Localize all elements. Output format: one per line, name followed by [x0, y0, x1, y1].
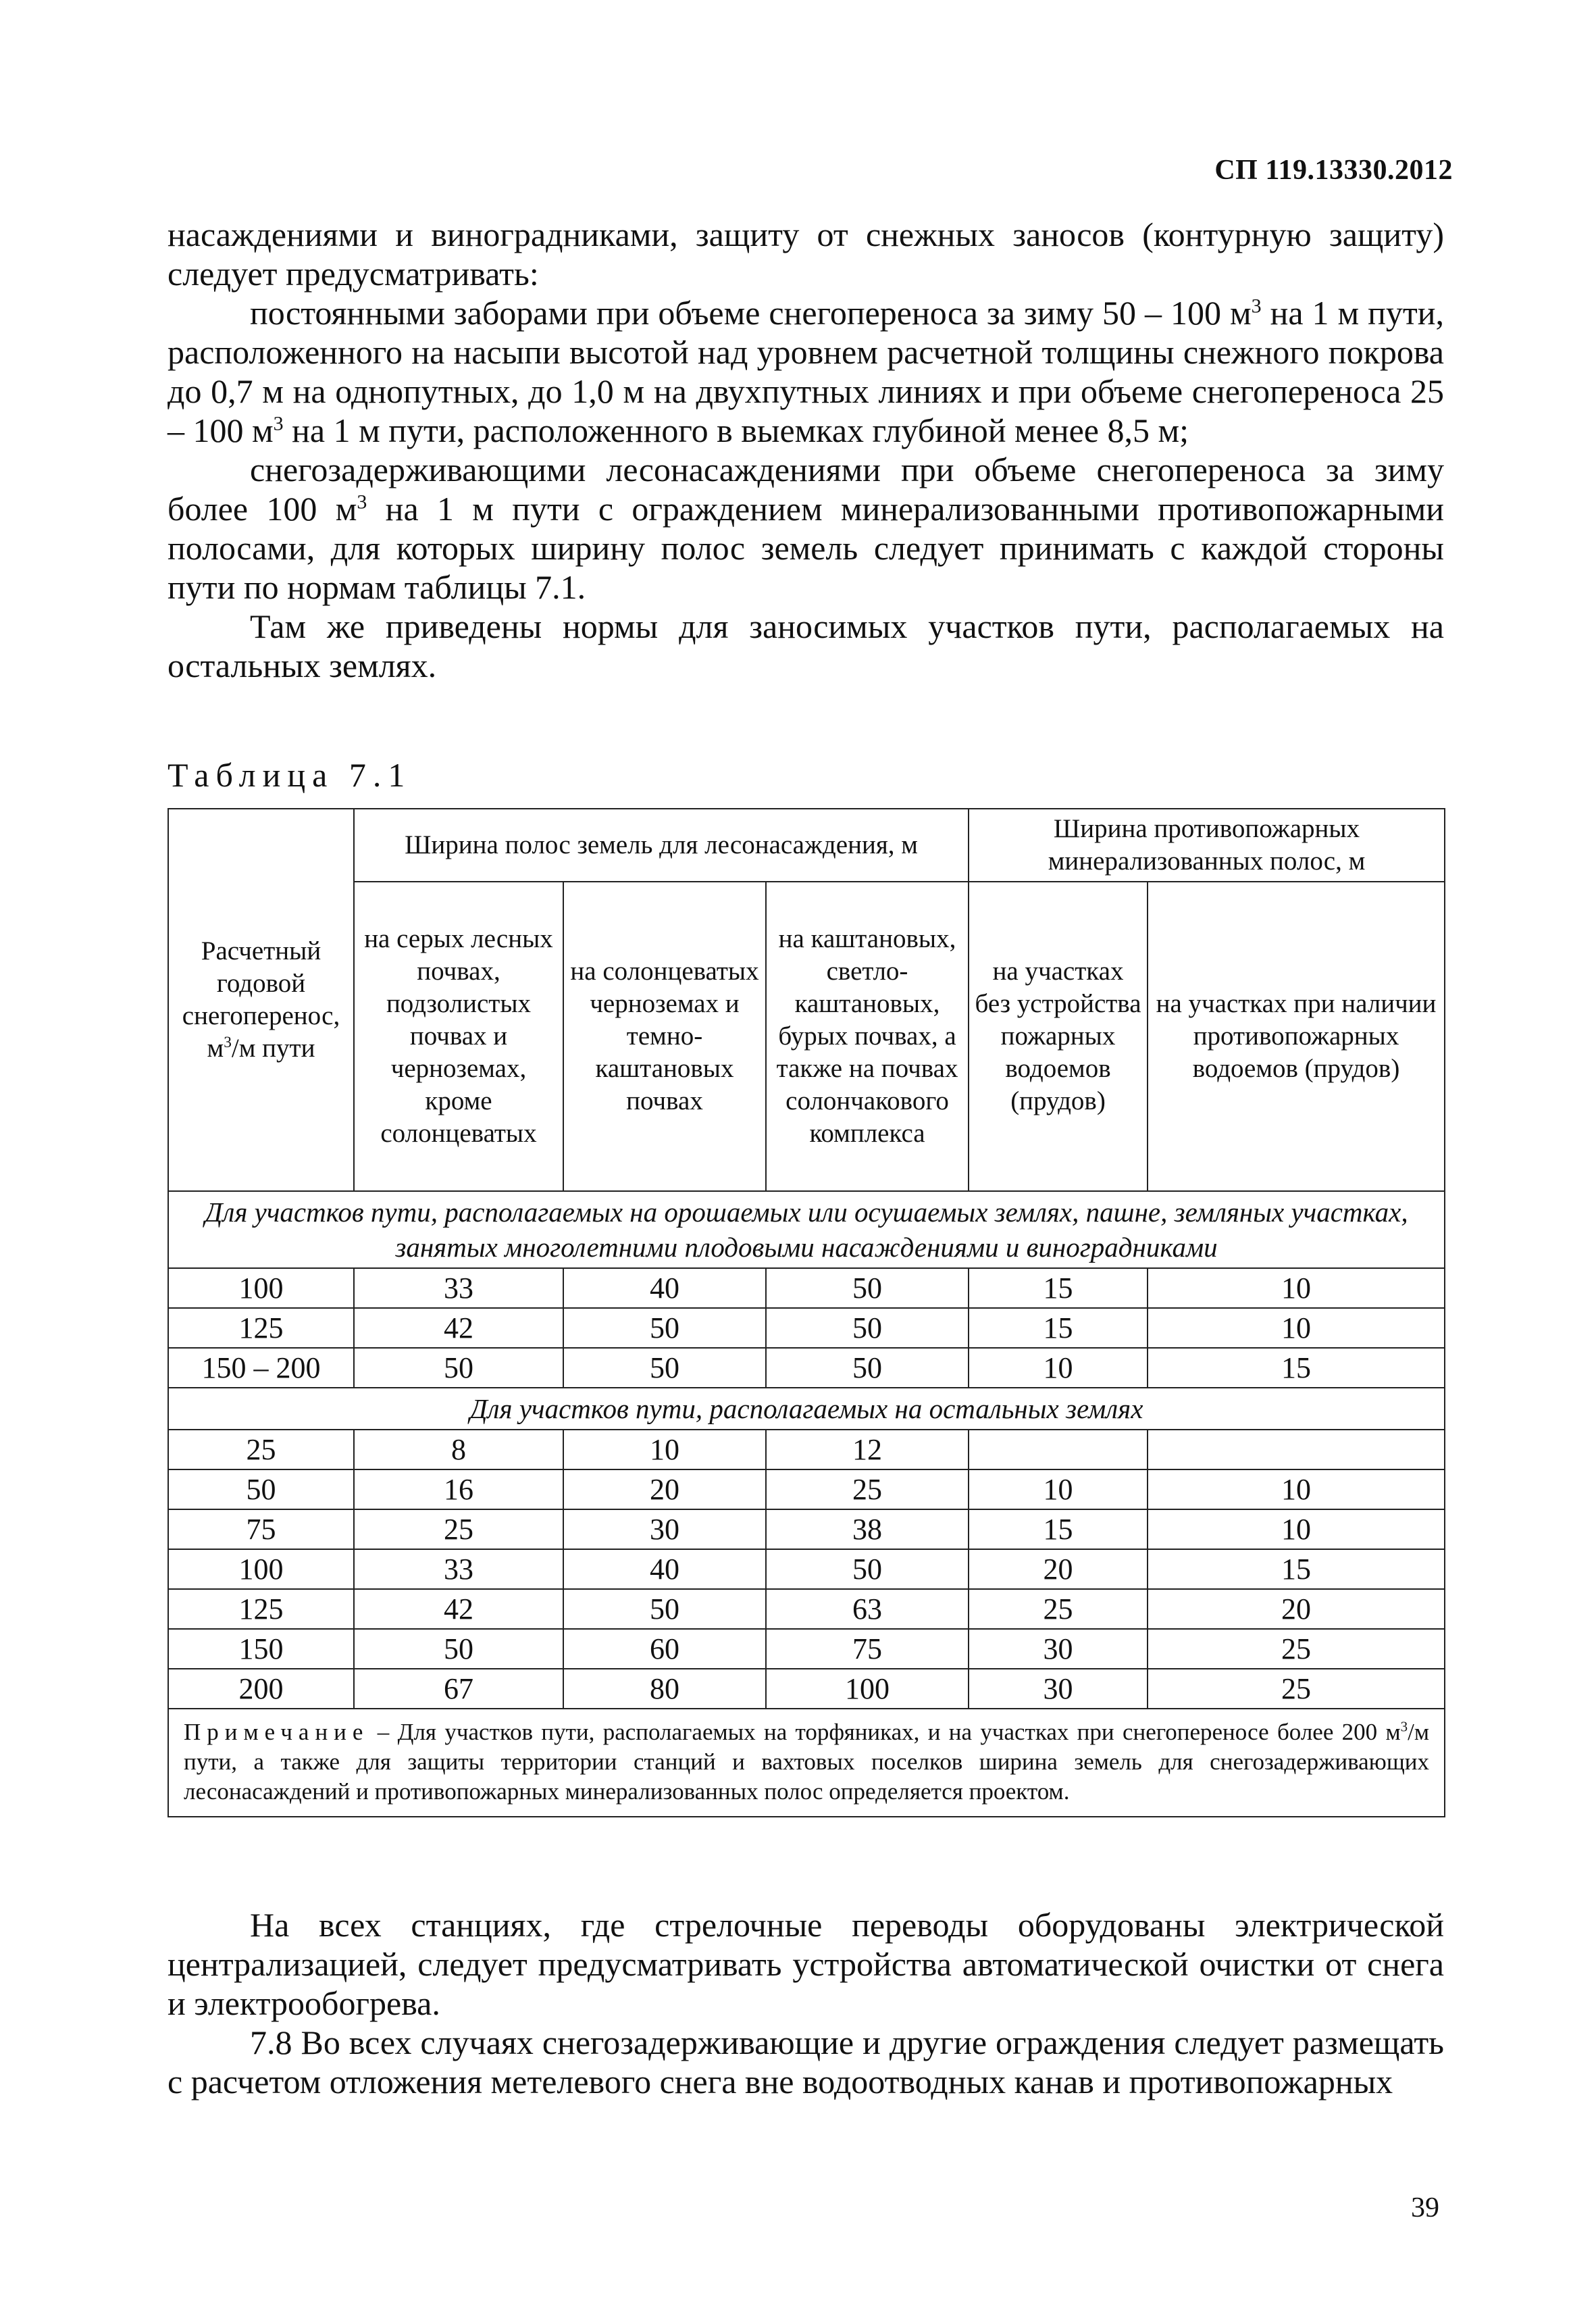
text-fragment: на 1 м пути, расположенного в выемках глубиной менее 8,5 м;	[283, 411, 1189, 449]
cell: 150 – 200	[168, 1348, 354, 1388]
after-paragraph-1: На всех станциях, где стрелочные переводы оборудованы электрической централизацией, следует предусматривать устройства автоматической очистки от снега и электрообогрева.	[168, 1906, 1444, 2022]
cell: 16	[354, 1469, 563, 1509]
superscript: 3	[273, 412, 284, 435]
note-label: Примечание	[184, 1719, 369, 1745]
note-text: /м пути, а также для защиты территории станций и вахтовых поселков ширина земель для снегозадерживающих лесонасаждений и противопожарных минерализованных полос определяется проектом.	[184, 1719, 1430, 1805]
cell: 10	[969, 1348, 1148, 1388]
section-heading-irrigated: Для участков пути, располагаемых на орошаемых или осушаемых землях, пашне, земляных участках, занятых многолетними плодовыми насаждениями и виноградниками	[168, 1191, 1445, 1268]
cell: 50	[563, 1308, 766, 1348]
table-row	[168, 1549, 1445, 1589]
table-note	[168, 1709, 1445, 1817]
subheader-with-ponds: на участках при наличии противопожарных водоемов (прудов)	[1148, 882, 1445, 1191]
cell: 50	[354, 1348, 563, 1388]
cell: 200	[168, 1669, 354, 1709]
table-title: Таблица 7.1	[168, 756, 412, 794]
cell: 20	[563, 1469, 766, 1509]
table-row	[168, 1348, 1445, 1388]
cell: 125	[168, 1308, 354, 1348]
cell	[969, 1430, 1148, 1469]
intro-paragraph-2	[168, 293, 1444, 450]
text-fragment: постоянными заборами при объеме снегопереноса за зиму 50 – 100 м	[250, 294, 1252, 332]
header-text: /м пути	[231, 1034, 315, 1063]
cell: 12	[766, 1430, 969, 1469]
subheader-chestnut-soils: на каштановых, светло-каштановых, бурых почвах, а также на почвах солончакового комплекса	[766, 882, 969, 1191]
group-header-forest: Ширина полос земель для лесонасаждения, м	[354, 809, 969, 882]
cell: 50	[766, 1549, 969, 1589]
cell: 25	[766, 1469, 969, 1509]
superscript: 3	[1251, 295, 1262, 318]
cell: 60	[563, 1629, 766, 1669]
table-header-row-2	[168, 882, 1445, 1191]
after-table-text	[168, 1905, 1444, 2101]
table-row	[168, 1268, 1445, 1308]
cell: 50	[168, 1469, 354, 1509]
cell: 30	[969, 1669, 1148, 1709]
cell: 10	[1148, 1469, 1445, 1509]
table-row	[168, 1669, 1445, 1709]
cell: 50	[766, 1348, 969, 1388]
subheader-without-ponds: на участках без устройства пожарных водоемов (прудов)	[969, 882, 1148, 1191]
cell: 25	[168, 1430, 354, 1469]
text-fragment: на 1 м пути, расположенного на насыпи высотой над уровнем расчетной толщины снежного покрова до 0,7 м на однопутных, до 1,0 м на двухпутных линиях и при объеме снегопереноса 25 – 100 м	[168, 294, 1444, 449]
cell: 38	[766, 1509, 969, 1549]
table-row	[168, 1589, 1445, 1629]
subheader-gray-forest-soils: на серых лесных почвах, подзолистых почвах и черноземах, кроме солонцеватых	[354, 882, 563, 1191]
text-fragment: снегозадерживающими лесонасаждениями при объеме снегопереноса за зиму более 100 м	[168, 451, 1444, 528]
section-heading-other-lands: Для участков пути, располагаемых на остальных землях	[168, 1388, 1445, 1430]
cell: 80	[563, 1669, 766, 1709]
cell: 42	[354, 1308, 563, 1348]
cell: 33	[354, 1268, 563, 1308]
intro-paragraph-4: Там же приведены нормы для заносимых участков пути, располагаемых на остальных землях.	[168, 607, 1444, 684]
cell: 25	[969, 1589, 1148, 1629]
page-number: 39	[1411, 2192, 1439, 2223]
cell: 10	[563, 1430, 766, 1469]
cell: 15	[1148, 1348, 1445, 1388]
cell: 15	[1148, 1549, 1445, 1589]
intro-text	[168, 215, 1444, 685]
note-text: – Для участков пути, располагаемых на торфяниках, и на участках при снегопереносе более 200 м	[369, 1719, 1401, 1745]
norms-table	[168, 808, 1445, 1817]
cell: 100	[168, 1549, 354, 1589]
after-paragraph-2: 7.8 Во всех случаях снегозадерживающие и другие ограждения следует размещать с расчетом отложения метелевого снега вне водоотводных канав и противопожарных	[168, 2023, 1444, 2101]
cell: 42	[354, 1589, 563, 1629]
table-row	[168, 1308, 1445, 1348]
cell: 20	[969, 1549, 1148, 1589]
table-header-row-1	[168, 809, 1445, 882]
cell: 50	[563, 1348, 766, 1388]
cell: 50	[354, 1629, 563, 1669]
cell: 50	[766, 1268, 969, 1308]
cell: 20	[1148, 1589, 1445, 1629]
cell: 40	[563, 1549, 766, 1589]
cell: 15	[969, 1268, 1148, 1308]
cell: 125	[168, 1589, 354, 1629]
section-row	[168, 1191, 1445, 1268]
cell: 40	[563, 1268, 766, 1308]
cell	[1148, 1430, 1445, 1469]
header-text: Расчетный годовой снегоперенос, м	[182, 936, 340, 1063]
cell: 150	[168, 1629, 354, 1669]
cell: 30	[969, 1629, 1148, 1669]
cell: 63	[766, 1589, 969, 1629]
group-header-firebreak: Ширина противопожарных минерализованных полос, м	[969, 809, 1445, 882]
cell: 15	[969, 1308, 1148, 1348]
cell: 100	[766, 1669, 969, 1709]
document-code: СП 119.13330.2012	[1214, 155, 1453, 186]
table-row	[168, 1509, 1445, 1549]
cell: 75	[766, 1629, 969, 1669]
text-fragment: на 1 м пути с ограждением минерализованными противопожарными полосами, для которых ширину полос земель следует принимать с каждой стороны пути по нормам таблицы 7.1.	[168, 490, 1444, 606]
cell: 100	[168, 1268, 354, 1308]
cell: 67	[354, 1669, 563, 1709]
cell: 15	[969, 1509, 1148, 1549]
cell: 8	[354, 1430, 563, 1469]
cell: 10	[1148, 1509, 1445, 1549]
cell: 25	[1148, 1629, 1445, 1669]
cell: 25	[354, 1509, 563, 1549]
cell: 50	[766, 1308, 969, 1348]
table-row	[168, 1629, 1445, 1669]
cell: 75	[168, 1509, 354, 1549]
superscript: 3	[1400, 1718, 1408, 1735]
table-row	[168, 1430, 1445, 1469]
cell: 30	[563, 1509, 766, 1549]
section-row	[168, 1388, 1445, 1430]
intro-paragraph-3	[168, 450, 1444, 607]
table-row	[168, 1469, 1445, 1509]
subheader-solonetz-chernozems: на солонцеватых черноземах и темно-каштановых почвах	[563, 882, 766, 1191]
cell: 10	[1148, 1308, 1445, 1348]
cell: 10	[969, 1469, 1148, 1509]
cell: 25	[1148, 1669, 1445, 1709]
column-header-snow-transfer	[168, 809, 354, 1191]
intro-paragraph-1: насаждениями и виноградниками, защиту от снежных заносов (контурную защиту) следует предусматривать:	[168, 216, 1444, 293]
superscript: 3	[357, 491, 367, 513]
note-row	[168, 1709, 1445, 1817]
cell: 33	[354, 1549, 563, 1589]
superscript: 3	[224, 1034, 232, 1051]
cell: 10	[1148, 1268, 1445, 1308]
cell: 50	[563, 1589, 766, 1629]
